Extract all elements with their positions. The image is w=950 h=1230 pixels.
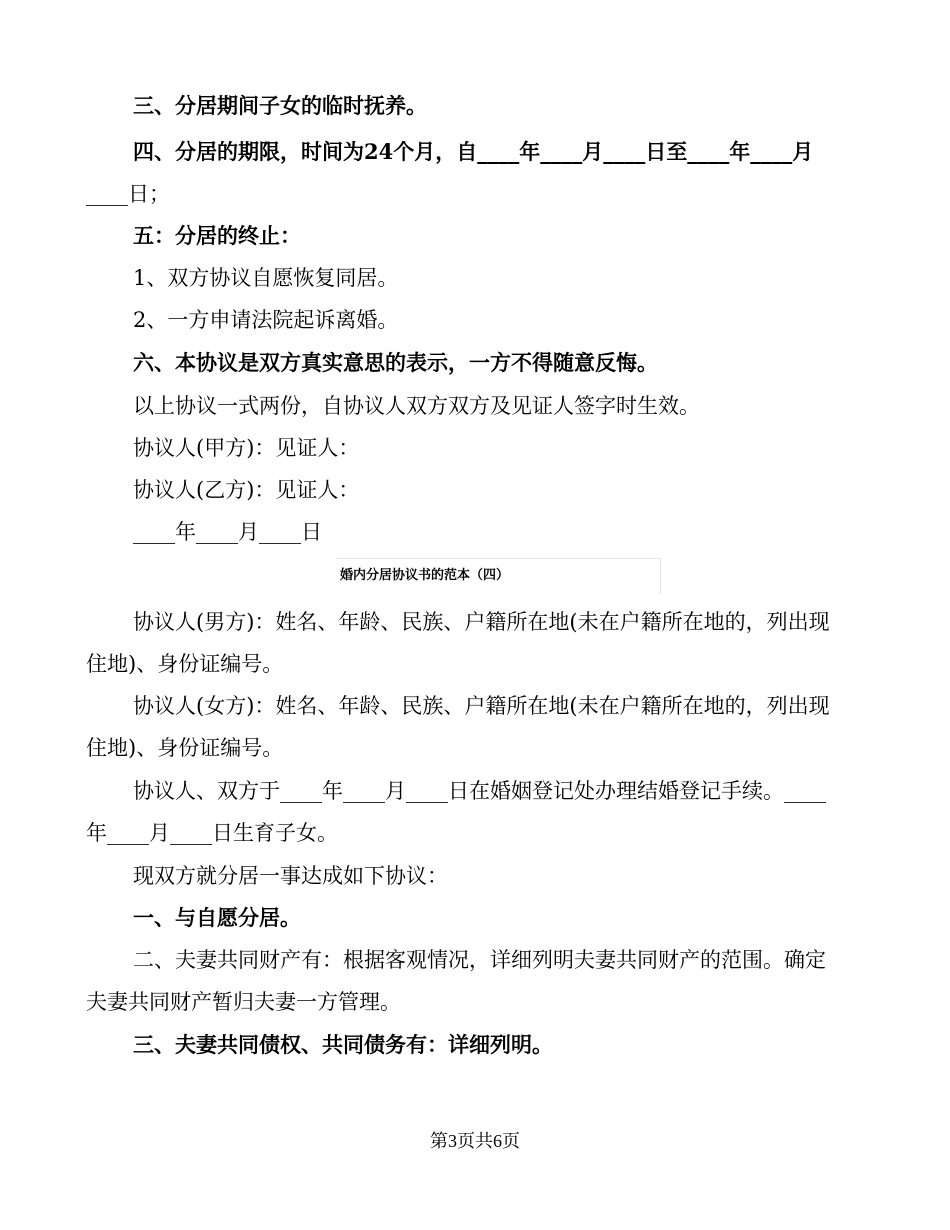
clause-2-joint-property-cont: 夫妻共同财产暂归夫妻一方管理。 [86,990,401,1014]
party-female-info-cont: 住地)、身份证编号。 [86,736,284,760]
marriage-registration: 协议人、双方于____年____月____日在婚姻登记处办理结婚登记手续。____ [133,779,826,803]
clause-3-child-custody: 三、分居期间子女的临时抚养。 [133,93,427,118]
clause-3-joint-debts: 三、夫妻共同债权、共同债务有：详细列明。 [133,1032,553,1057]
party-male-info-cont: 住地)、身份证编号。 [86,652,284,676]
clause-6-binding: 六、本协议是双方真实意思的表示，一方不得随意反悔。 [133,350,658,375]
clause-1-voluntary-separation: 一、与自愿分居。 [133,905,301,930]
termination-item-2: 2、一方申请法院起诉离婚。 [133,308,399,332]
clause-5-termination: 五：分居的终止： [133,223,301,248]
party-male-info: 协议人(男方)：姓名、年龄、民族、户籍所在地(未在户籍所在地的，列出现 [133,610,830,634]
clause-4-separation-period-cont: ____日； [86,182,170,206]
agreement-intro: 现双方就分居一事达成如下协议： [133,864,448,888]
clause-4-separation-period: 四、分居的期限，时间为24个月，自____年____月____日至____年____月 [133,139,814,164]
clause-2-joint-property: 二、夫妻共同财产有：根据客观情况，详细列明夫妻共同财产的范围。确定 [133,948,826,972]
marriage-registration-cont: 年____月____日生育子女。 [86,821,338,845]
signature-party-b: 协议人(乙方)：见证人： [133,478,360,502]
page-number-footer: 第3页共6页 [430,1131,520,1151]
termination-item-1: 1、双方协议自愿恢复同居。 [133,266,399,290]
signature-date: ____年____月____日 [133,520,322,544]
section-subtitle: 婚内分居协议书的范本（四） [336,558,661,594]
signature-party-a: 协议人(甲方)：见证人： [133,436,360,460]
effectiveness-statement: 以上协议一式两份，自协议人双方双方及见证人签字时生效。 [133,394,700,418]
party-female-info: 协议人(女方)：姓名、年龄、民族、户籍所在地(未在户籍所在地的，列出现 [133,694,830,718]
